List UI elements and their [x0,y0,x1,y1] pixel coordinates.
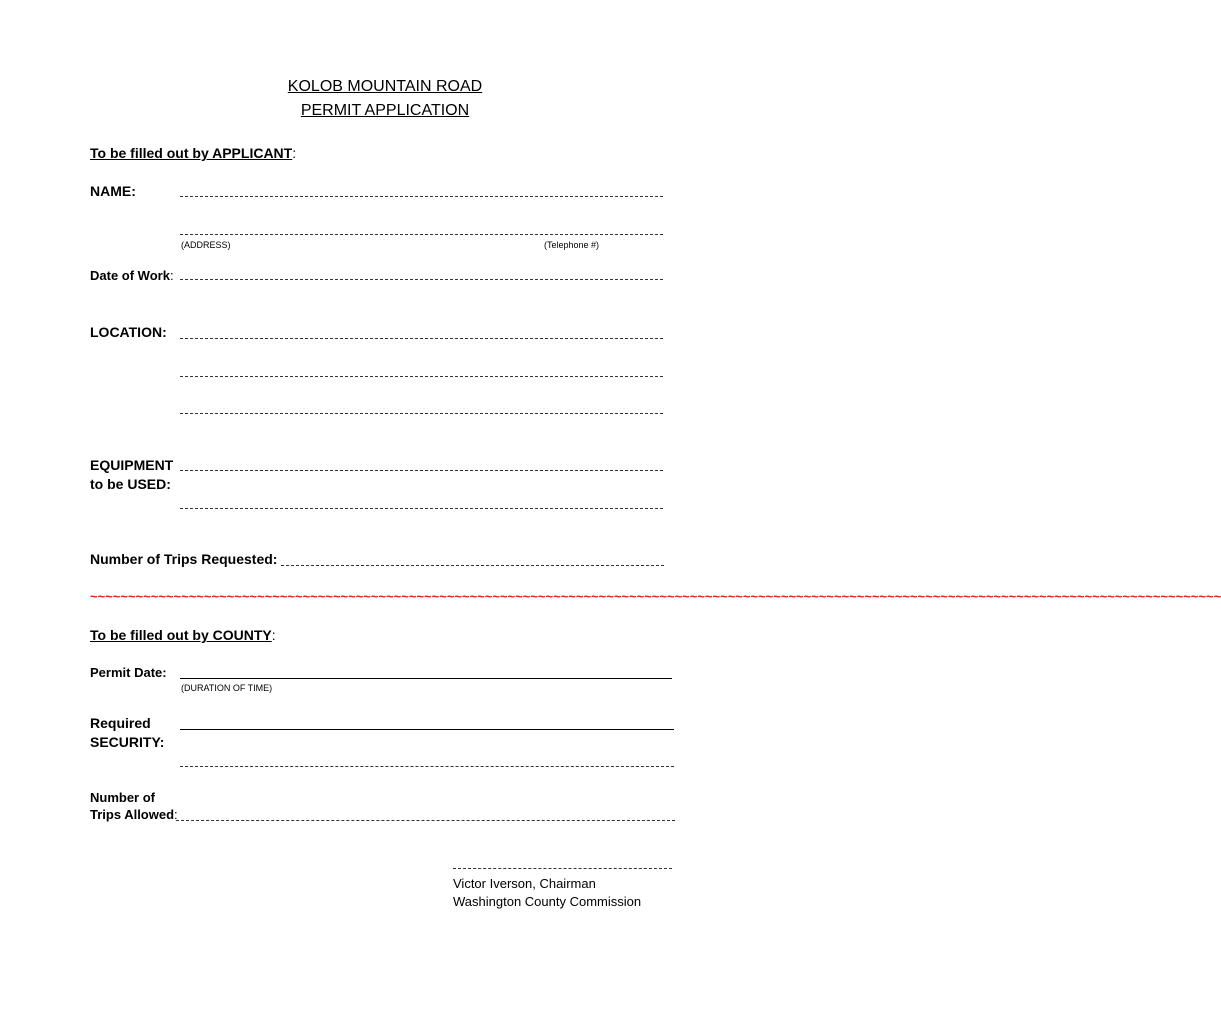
telephone-hint: (Telephone #) [544,240,600,250]
name-field-line[interactable] [180,196,663,197]
trips-allowed-label-line-1: Number of [90,790,155,805]
equipment-field-line-1[interactable] [180,470,663,471]
location-field-line-1[interactable] [180,338,663,339]
trips-allowed-text: Trips Allowed [90,807,175,822]
applicant-heading-text: To be filled out by APPLICANT [90,145,293,161]
location-label: LOCATION: [90,324,167,340]
equipment-field-line-2[interactable] [180,508,663,509]
title-line-2: PERMIT APPLICATION [300,102,470,119]
signatory-name: Victor Iverson, Chairman [453,876,596,891]
equipment-label-line-2: to be USED: [90,476,171,492]
trips-allowed-field-line[interactable] [176,820,675,821]
trips-allowed-colon: : [174,807,178,822]
signatory-organization: Washington County Commission [453,894,642,909]
trips-requested-field-line[interactable] [281,565,664,566]
trips-requested-label: Number of Trips Requested: [90,551,278,567]
section-divider: ~~~~~~~~~~~~~~~~~~~~~~~~~~~~~~~~~~~~~~~~~~~~~~~~~~~~~~~~~~~~~~~~~~~~~~~~~~~~~~~~~~~~~~~~~~~~~~~~~~~~~~~~~~~~~~~~~~~~~~~~~~~~~~~~~~~~~~~~~~~~~~~~~~~~~ [90,589,1221,604]
name-label: NAME: [90,183,136,199]
date-of-work-field-line[interactable] [180,279,663,280]
title-line-1: KOLOB MOUNTAIN ROAD [287,78,483,95]
permit-date-field-line[interactable] [180,678,672,679]
county-heading-text: To be filled out by COUNTY [90,627,272,643]
security-label-line-2: SECURITY: [90,734,165,750]
county-section-heading [90,627,276,643]
equipment-label-line-1: EQUIPMENT [90,457,174,473]
security-field-line-1[interactable] [180,729,674,730]
duration-hint: (DURATION OF TIME) [181,683,273,693]
address-telephone-field-line[interactable] [180,234,663,235]
date-of-work-text: Date of Work [90,268,170,283]
security-field-line-2[interactable] [180,766,674,767]
location-field-line-3[interactable] [180,413,663,414]
security-label-line-1: Required [90,715,151,731]
applicant-heading-colon: : [292,145,297,161]
address-hint: (ADDRESS) [181,240,231,250]
location-field-line-2[interactable] [180,376,663,377]
applicant-section-heading [90,145,296,161]
date-of-work-label [90,267,174,285]
permit-date-label: Permit Date: [90,665,167,680]
signature-line[interactable] [453,868,672,869]
trips-allowed-label-line-2 [90,806,178,824]
county-heading-colon: : [271,627,276,643]
date-of-work-colon: : [169,268,174,283]
